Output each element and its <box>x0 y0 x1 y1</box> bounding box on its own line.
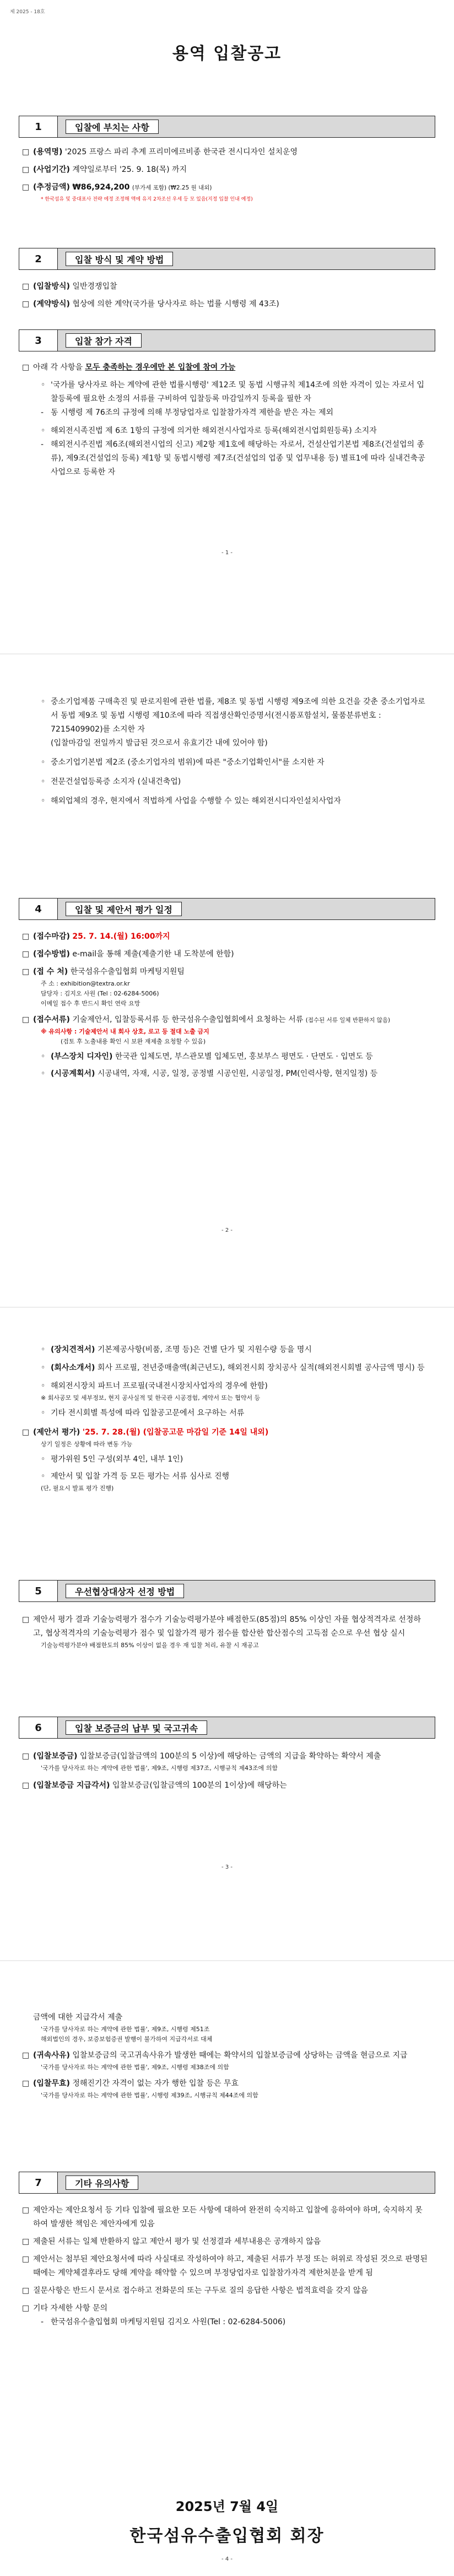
section-title: 기타 유의사항 <box>66 2175 138 2190</box>
section-title: 입찰 보증금의 납부 및 국고귀속 <box>66 1720 207 1735</box>
issuer-organization: 한국섬유수출입협회 회장 <box>129 2526 325 2546</box>
section-header-1 <box>19 116 435 138</box>
section-6-body <box>22 1750 430 1796</box>
list-item: □ (제안서 평가) '25. 7. 28.(월) (입찰공고문 마감일 기준 14일 내외) <box>22 1426 430 1439</box>
section-title: 우선협상대상자 선정 방법 <box>66 1584 184 1598</box>
section-4-body <box>22 930 430 1081</box>
checkbox-icon <box>22 2077 33 2091</box>
checkbox-icon <box>22 930 33 944</box>
list-item: ◦ 해외전시장치 파트너 프로필(국내전시장치사업자의 경우에 한함) <box>41 1382 268 1390</box>
list-item: ◦ (부스장치 디자인) 한국관 입체도면, 부스관모별 입체도면, 홍보부스 평면도 · 단면도 · 입면도 등 <box>41 1052 373 1061</box>
section-title: 입찰 방식 및 계약 방법 <box>66 252 173 266</box>
list-item: - 동 시행령 제 76조의 규정에 의해 부정당업자로 입찰참가자격 제한을 받은 자는 제외 <box>41 408 334 417</box>
forfeit-note: '국가를 당사자로 하는 계약에 관한 법률', 제9조, 시행령 제38조에 의함 <box>41 2064 229 2071</box>
checkbox-icon <box>22 361 33 375</box>
partner-note: ※ 회사공모 및 세부정보, 현지 공사실적 및 한국관 시공경험, 계약서 또는 협약서 등 <box>41 1394 261 1401</box>
deposit-note: '국가를 당사자로 하는 계약에 관한 법률', 제9조, 시행령 제37조, 시행규칙 제43조에 의함 <box>41 1765 278 1772</box>
list-item: □ (입찰무효) 정해진기간 자격이 없는 자가 행한 입찰 등은 무효 <box>22 2077 430 2091</box>
section-header-5 <box>19 1580 435 1602</box>
list-item: ◦ 해외전시족진법 제 6조 1항의 규정에 의거한 해외전시사업자로 등록(해외전시업회원등록) 소지자 <box>41 426 377 435</box>
section-number: 6 <box>19 1717 58 1738</box>
list-item: □ (접수서류) 기술제안서, 입찰등록서류 등 한국섬유수출입협회에서 요청하는 서류 (접수된 서류 일체 반환하지 않음) <box>22 1013 430 1027</box>
section-number: 5 <box>19 1581 58 1601</box>
section-3-body <box>22 361 430 479</box>
section-number: 2 <box>19 248 58 269</box>
warning-text: ※ 유의사항 : 기술제안서 내 회사 상호, 로고 등 절대 노출 금지 <box>41 1028 209 1035</box>
checkbox-icon <box>22 1426 33 1439</box>
list-item: □ (입찰방식) 일반경쟁입찰 <box>22 280 430 294</box>
checkbox-icon <box>22 2253 33 2280</box>
list-item: □ (입찰보증금) 입찰보증금(입찰금액의 100분의 5 이상)에 해당하는 금액의 지급을 확약하는 확약서 제출 <box>22 1750 430 1763</box>
section-title: 입찰에 부치는 사항 <box>66 120 159 134</box>
section-number: 1 <box>19 116 58 137</box>
page-number: - 1 - <box>221 550 233 556</box>
eval-time-note: (단, 필요시 발표 평가 진행) <box>41 1485 114 1492</box>
eval-note: 상기 일정은 상황에 따라 변동 가능 <box>41 1441 133 1448</box>
list-item: □ (접 수 처) 한국섬유수출입협회 마케팅지원팀 <box>22 965 430 979</box>
warning-sub: (검토 후 노출내용 확인 시 보완 재제출 요청할 수 있음) <box>61 1038 206 1045</box>
section-7-body <box>22 2204 430 2329</box>
list-item: □ (입찰보증금 지급각서) 입찰보증금(입찰금액의 100분의 1이상)에 해당하는 <box>22 1779 430 1793</box>
list-item: □ (용역명) '2025 프랑스 파리 추계 프리미에르비종 한국관 전시디자인 설치운영 <box>22 145 430 159</box>
checkbox-icon <box>22 1779 33 1793</box>
checkbox-icon <box>22 965 33 979</box>
list-item: ◦ '국가를 당사자로 하는 계약에 관한 법률시행령' 제12조 및 동법 시행규칙 제14조에 의한 자격이 있는 자로서 입찰등록에 필요한 소정의 서류를 구비하여 입찰등록 마감일까지 등록을 필한 자 <box>41 381 425 403</box>
list-item: ◦ 중소기업제품 구매촉진 및 판로지원에 관한 법률, 제8조 및 동법 시행령 제9조에 의한 요건을 갖춘 중소기업자로서 동법 제9조 및 동법 시행령 제10조에 따라 직접생산확인증명서(전시품포함설치, 물품분류번호 : 7215409902)를 소지한 자 <box>41 697 425 734</box>
list-item: □ 제안서 평가 결과 기술능력평가 점수가 기술능력평가분야 배점한도(85점)의 85% 이상인 자를 협상적격자로 선정하고, 협상적격자의 기술능력평가 점수 및 입찰가격 평가 점수를 합산한 합산점수의 고득점 순으로 우선 협상 실시 <box>22 1613 430 1641</box>
list-item: □ (계약방식) 협상에 의한 계약(국가를 당사자로 하는 법률 시행령 제 43조) <box>22 297 430 311</box>
list-item: ◦ (장치견적서) 기본제공사항(비품, 조명 등)은 건별 단가 및 지원수량 등을 명시 <box>41 1345 312 1354</box>
section-4-body-cont <box>22 1343 430 1493</box>
list-item: □ 질문사항은 반드시 문서로 접수하고 전화문의 또는 구두로 질의 응답한 사항은 법적효력을 갖지 않음 <box>22 2284 430 2298</box>
section-2-body <box>22 280 430 315</box>
list-item: □ 기타 자세한 사항 문의 <box>22 2302 430 2315</box>
pay-note-1: '국가를 당사자로 하는 계약에 관한 법률', 제9조, 시행령 제51조 <box>41 2026 210 2033</box>
checkbox-icon <box>22 1013 33 1027</box>
page-separator-1 <box>0 653 454 654</box>
contact-note: 이메일 접수 후 반드시 확인 연락 요망 <box>41 1000 140 1007</box>
list-item: □ (추정금액) ₩86,924,200 (부가세 포함) (₩2.25 원 내외) <box>22 181 430 194</box>
checkbox-icon <box>22 1750 33 1763</box>
list-item: □ 제안자는 제안요청서 등 기타 입찰에 필요한 모든 사항에 대하여 완전히 숙지하고 입찰에 응하여야 하며, 숙지하지 못하여 발생한 책임은 제안자에게 있음 <box>22 2204 430 2231</box>
list-item: ◦ (시공계획서) 시공내역, 자재, 시공, 일정, 공정별 시공인원, 시공일정, PM(인력사항, 현지일정) 등 <box>41 1069 378 1078</box>
price-note: * 한국섬유 및 중대표사 전략 에정 조정해 액에 유지 2차조선 우세 등 모 있음(지정 입찰 인내 예정) <box>41 197 253 202</box>
list-item: ◦ (회사소개서) 회사 프로필, 전년중매출액(최근년도), 해외전시회 장치공사 실적(해외전시회별 공사금액 명시) 등 <box>41 1363 425 1372</box>
checkbox-icon <box>22 2302 33 2315</box>
checkbox-icon <box>22 163 33 177</box>
page-title: 용역 입찰공고 <box>172 44 282 63</box>
page-number: - 2 - <box>221 1227 233 1233</box>
pay-continued: 금액에 대한 지급각서 제출 <box>33 2013 123 2022</box>
list-item: □ (귀속사유) 입찰보증금의 국고귀속사유가 발생한 때에는 확약서의 입찰보증금에 상당하는 금액을 현금으로 지급 <box>22 2049 430 2063</box>
section-6-body-cont <box>22 2011 430 2101</box>
section-number: 3 <box>19 330 58 351</box>
checkbox-icon <box>22 948 33 961</box>
list-item: ◦ 중소기업기본법 제2조 (중소기업자의 범위)에 따른 "중소기업확인서"를 소지한 자 <box>41 758 325 767</box>
list-item: ◦ 기타 전시회별 특성에 따라 입찰공고문에서 요구하는 서류 <box>41 1409 245 1417</box>
section-header-6 <box>19 1717 435 1739</box>
section-number: 4 <box>19 899 58 919</box>
list-item: - 해외전시주진법 제6조(해외전시업의 신고) 제2항 제1호에 해당하는 자로서, 건설산업기본법 제8조(건설업의 종류), 제9조(건설업의 등록) 제1항 및 동법시행령 제7조(건설업의 업종 및 업무내용 등) 별표1에 따라 실내건축공사업으로 등록한 자 <box>41 440 425 477</box>
checkbox-icon <box>22 2204 33 2231</box>
checkbox-icon <box>22 1613 33 1641</box>
checkbox-icon <box>22 2049 33 2063</box>
document-number: 제 2025 - 18호 <box>10 9 45 15</box>
section-header-7 <box>19 2172 435 2194</box>
checkbox-icon <box>22 280 33 294</box>
list-item: - 한국섬유수출입협회 마케팅지원팀 김지오 사원(Tel : 02-6284-5006) <box>41 2318 286 2326</box>
pay-note-2: 해외법인의 경우, 보증보험증권 발행이 불가하여 지급각서로 대체 <box>41 2036 213 2043</box>
section-title: 입찰 및 제안서 평가 일정 <box>66 902 182 916</box>
page-number: - 4 - <box>221 2556 233 2562</box>
page-separator-3 <box>0 1960 454 1961</box>
section-header-4 <box>19 898 435 920</box>
section-3-body-cont <box>22 695 430 808</box>
contact-person: 담당자 : 김지오 사원 (Tel : 02-6284-5006) <box>41 990 159 997</box>
list-item: ◦ 평가위원 5인 구성(외부 4인, 내부 1인) <box>41 1455 183 1464</box>
issue-date: 2025년 7월 4일 <box>175 2499 279 2514</box>
page-number: - 3 - <box>221 1864 233 1870</box>
list-item: ◦ 제안서 및 입찰 가격 등 모든 평가는 서류 심사로 진행 <box>41 1472 230 1481</box>
list-item: ◦ 전문건설업등록증 소지자 (실내건축업) <box>41 777 181 786</box>
list-item: □ 제안서는 첨부된 제안요청서에 따라 사실대로 작성하여야 하고, 제출된 서류가 부정 또는 허위로 작성된 것으로 판명된 때에는 계약체결후라도 당해 계약을 해약할 수 있으며 부정당업자로 입찰참가자격 제한처분을 받게 됨 <box>22 2253 430 2280</box>
checkbox-icon <box>22 145 33 159</box>
section-5-body <box>22 1613 430 1650</box>
checkbox-icon <box>22 297 33 311</box>
list-item: □ (접수마감) 25. 7. 14.(월) 16:00까지 <box>22 930 430 944</box>
list-item: (입찰마감일 전일까지 발급된 것으로서 유효기간 내에 있어야 함) <box>51 739 268 748</box>
section-header-3 <box>19 329 435 351</box>
checkbox-icon <box>22 181 33 194</box>
section-5-note: 기술능력평가분야 배점한도의 85% 이상이 없을 경우 재 입찰 처리, 유찰 시 재공고 <box>41 1642 259 1649</box>
list-item: □ 아래 각 사항을 모두 충족하는 경우에만 본 입찰에 참여 가능 <box>22 361 430 375</box>
list-item: ◦ 해외업체의 경우, 현지에서 적법하게 사업을 수행할 수 있는 해외전시디자인설치사업자 <box>41 797 341 805</box>
contact-email: 주 소 : exhibition@textra.or.kr <box>41 980 130 987</box>
list-item: □ (접수방법) e-mail을 통해 제출(제출기한 내 도착분에 한함) <box>22 948 430 961</box>
section-header-2 <box>19 248 435 270</box>
checkbox-icon <box>22 2235 33 2249</box>
section-title: 입찰 참가 자격 <box>66 333 142 348</box>
list-item: □ 제출된 서류는 일체 반환하지 않고 제안서 평가 및 선정결과 세부내용은 공개하지 않음 <box>22 2235 430 2249</box>
section-1-body <box>22 145 430 204</box>
checkbox-icon <box>22 2284 33 2298</box>
list-item: □ (사업기간) 계약일로부터 '25. 9. 18(목) 까지 <box>22 163 430 177</box>
void-note: '국가를 당사자로 하는 계약에 관한 법률', 시행령 제39조, 시행규칙 제44조에 의함 <box>41 2092 258 2099</box>
page-separator-2 <box>0 1307 454 1308</box>
section-number: 7 <box>19 2172 58 2193</box>
